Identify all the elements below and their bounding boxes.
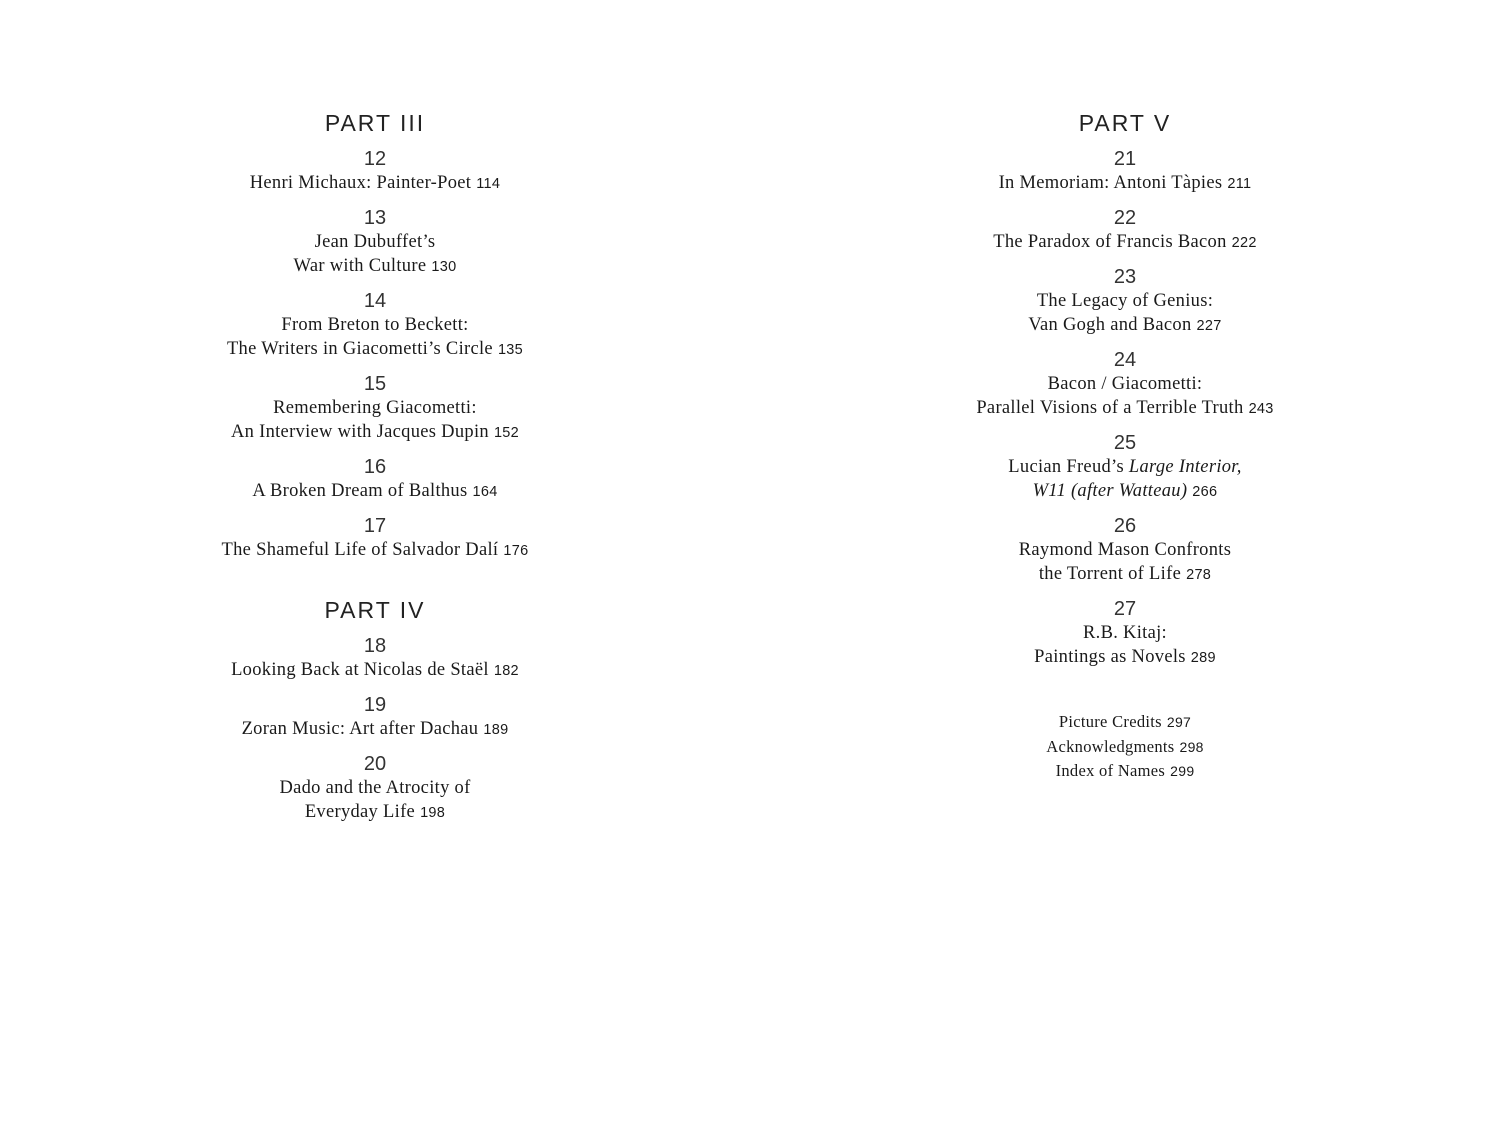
chapter-title: Bacon / Giacometti: Parallel Visions of a Terrible Truth 243: [976, 374, 1274, 418]
chapter-number: 16: [363, 456, 387, 478]
page-number: 222: [1231, 235, 1257, 251]
toc-entry-23[interactable]: [845, 265, 1405, 338]
page-number: 152: [493, 425, 520, 441]
chapter-title: In Memoriam: Antoni Tàpies 211: [998, 173, 1252, 193]
page-number: 298: [1179, 738, 1204, 755]
left-page-column: [95, 108, 655, 835]
toc-entry-20[interactable]: [95, 752, 655, 825]
chapter-title: The Legacy of Genius: Van Gogh and Bacon 227: [1028, 291, 1222, 335]
toc-entry-22[interactable]: [845, 206, 1405, 255]
toc-entry-14[interactable]: [95, 289, 655, 362]
toc-entry-26[interactable]: [845, 514, 1405, 587]
toc-entry-12[interactable]: [95, 147, 655, 196]
chapter-number: 13: [363, 207, 387, 229]
chapter-number: 22: [1113, 207, 1137, 229]
chapter-number: 17: [363, 515, 387, 537]
back-matter-index-of-names[interactable]: Index of Names 299: [1055, 761, 1195, 780]
page-number: 189: [483, 722, 509, 738]
chapter-title: Henri Michaux: Painter-Poet 114: [249, 173, 501, 193]
chapter-number: 26: [1113, 515, 1137, 537]
page-number: 135: [497, 342, 524, 358]
page-number: 289: [1190, 650, 1216, 666]
page-number: 182: [493, 663, 519, 679]
toc-entry-13[interactable]: [95, 206, 655, 279]
chapter-number: 23: [1113, 266, 1137, 288]
page-number: 299: [1170, 763, 1195, 779]
page-number: 227: [1196, 318, 1222, 334]
toc-entry-18[interactable]: [95, 634, 655, 683]
page-number: 176: [503, 543, 529, 559]
part-heading: PART III: [324, 110, 426, 136]
chapter-number: 21: [1113, 148, 1137, 170]
chapter-number: 25: [1113, 432, 1137, 454]
toc-entry-19[interactable]: [95, 693, 655, 742]
page-number: 211: [1227, 176, 1252, 192]
page-number: 164: [472, 484, 498, 500]
back-matter-list: [845, 710, 1405, 784]
chapter-title: Dado and the Atrocity of Everyday Life 198: [279, 778, 471, 822]
back-matter-acknowledgments[interactable]: Acknowledgments 298: [1046, 736, 1204, 756]
chapter-number: 14: [363, 290, 387, 312]
chapter-title: The Paradox of Francis Bacon 222: [993, 232, 1257, 252]
part-heading: PART V: [1078, 110, 1172, 136]
chapter-title: Raymond Mason Confronts the Torrent of Life 278: [1018, 540, 1232, 584]
chapter-number: 27: [1113, 598, 1137, 620]
page-number: 114: [476, 176, 501, 192]
back-matter-picture-credits[interactable]: Picture Credits 297: [1058, 712, 1192, 731]
toc-entry-16[interactable]: [95, 455, 655, 504]
chapter-title: Looking Back at Nicolas de Staël 182: [231, 660, 519, 680]
page-number: 297: [1166, 714, 1192, 730]
chapter-number: 12: [363, 148, 387, 170]
chapter-number: 19: [363, 694, 387, 716]
page-number: 278: [1186, 567, 1212, 583]
chapter-number: 20: [363, 753, 387, 775]
page-number: 198: [420, 805, 446, 821]
page-number: 130: [431, 259, 457, 275]
chapter-title: Remembering Giacometti: An Interview with Jacques Dupin 152: [230, 398, 520, 442]
toc-entry-21[interactable]: [845, 147, 1405, 196]
chapter-number: 18: [363, 635, 387, 657]
toc-entry-17[interactable]: [95, 514, 655, 563]
chapter-title: The Shameful Life of Salvador Dalí 176: [221, 540, 529, 560]
part-heading: PART IV: [324, 597, 426, 623]
chapter-title: R.B. Kitaj: Paintings as Novels 289: [1034, 623, 1216, 667]
toc-entry-15[interactable]: [95, 372, 655, 445]
toc-entry-27[interactable]: [845, 597, 1405, 670]
chapter-title: Jean Dubuffet’s War with Culture 130: [293, 232, 457, 276]
toc-entry-24[interactable]: [845, 348, 1405, 421]
chapter-number: 24: [1113, 349, 1137, 371]
chapter-title: A Broken Dream of Balthus 164: [252, 481, 498, 501]
page-number: 243: [1248, 401, 1274, 417]
page-number: 266: [1192, 484, 1218, 500]
chapter-title: Zoran Music: Art after Dachau 189: [241, 719, 509, 739]
chapter-title: Lucian Freud’s Large Interior, W11 (after Watteau) 266: [1008, 457, 1242, 501]
right-page-column: [845, 108, 1405, 784]
toc-entry-25[interactable]: [845, 431, 1405, 504]
chapter-number: 15: [363, 373, 387, 395]
chapter-title: From Breton to Beckett: The Writers in Giacometti’s Circle 135: [226, 315, 524, 359]
